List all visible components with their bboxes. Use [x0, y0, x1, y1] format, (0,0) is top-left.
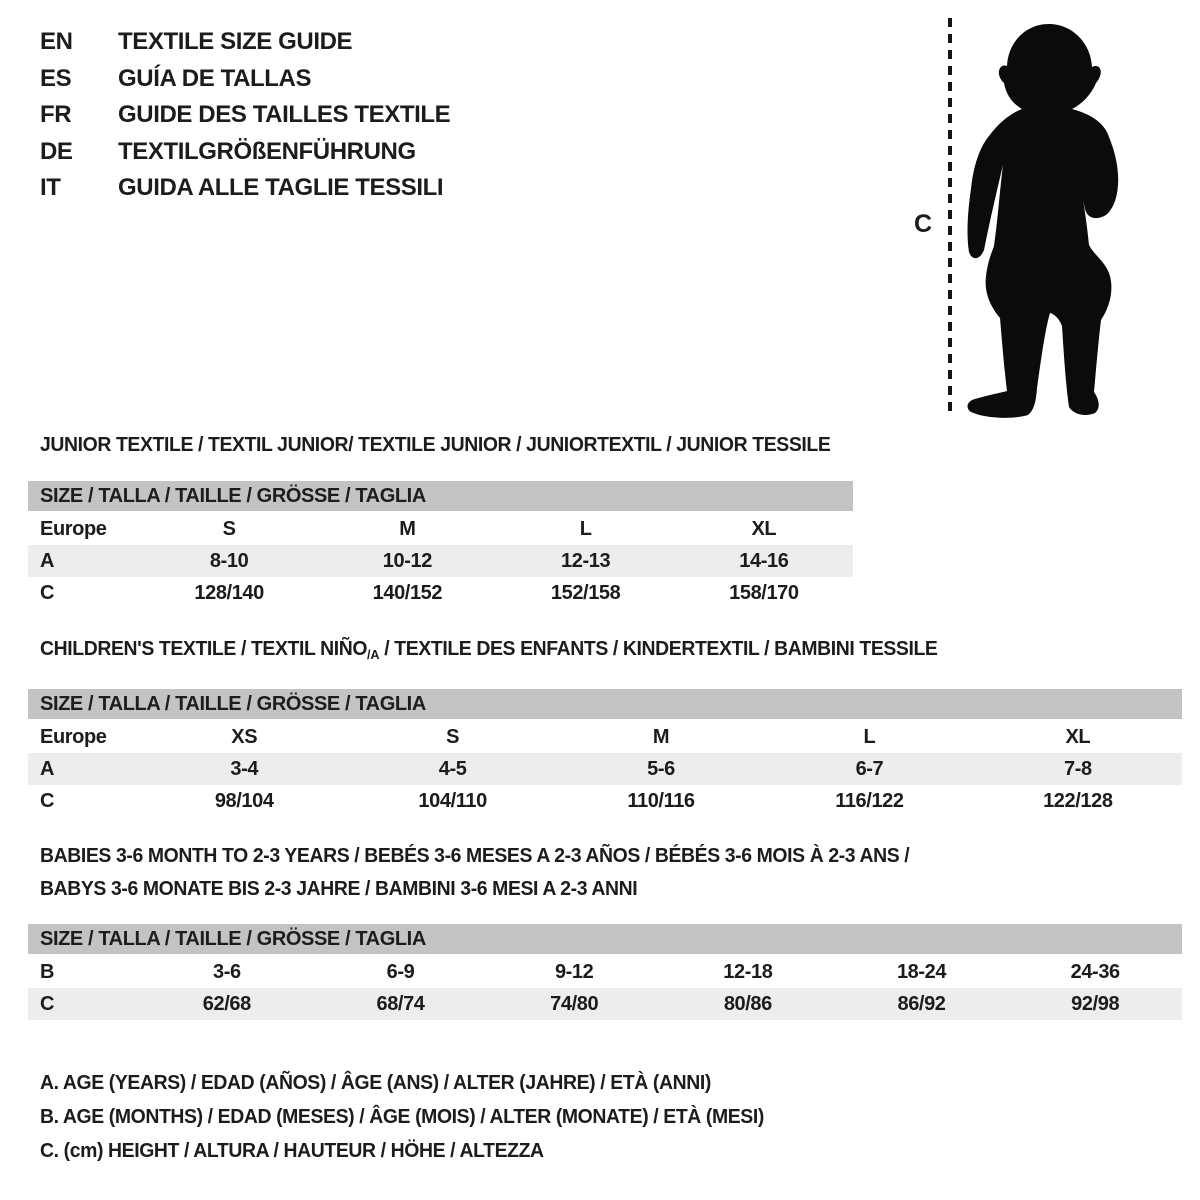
- value-cell: 6-7: [855, 757, 884, 780]
- value-cell: 80/86: [723, 992, 772, 1015]
- row-label: Europe: [40, 517, 107, 540]
- size-cell: XL: [1065, 725, 1091, 748]
- value-cell: 3-4: [230, 757, 259, 780]
- language-title-block: [40, 24, 450, 207]
- row-label: A: [40, 757, 55, 780]
- height-measure-label: C: [914, 210, 932, 238]
- size-cell: M: [652, 725, 670, 748]
- value-cell: 116/122: [835, 789, 904, 812]
- lang-code: ES: [40, 64, 72, 92]
- lang-title: GUÍA DE TALLAS: [118, 64, 312, 92]
- table-row-age: [28, 545, 853, 577]
- value-cell: 9-12: [554, 960, 594, 983]
- size-cell: L: [863, 725, 876, 748]
- lang-code: FR: [40, 101, 72, 128]
- value-cell: 158/170: [729, 581, 799, 604]
- row-label: Europe: [40, 725, 107, 748]
- lang-row-de: [40, 134, 450, 171]
- value-cell: 12-13: [561, 549, 611, 572]
- junior-size-table: [28, 481, 853, 609]
- value-cell: 128/140: [194, 581, 264, 604]
- children-title-subscript: /A: [367, 647, 380, 662]
- height-measure-dashed-line: [948, 18, 952, 418]
- lang-row-en: [40, 24, 450, 61]
- value-cell: 152/158: [550, 581, 621, 604]
- children-section-title: [40, 638, 937, 662]
- value-cell: 110/116: [627, 789, 695, 812]
- children-title-part2: / TEXTILE DES ENFANTS / KINDERTEXTIL / BAMBINI TESSILE: [379, 638, 938, 660]
- baby-silhouette-icon: [962, 10, 1144, 420]
- row-label: B: [40, 960, 55, 983]
- value-cell: 14-16: [739, 549, 789, 572]
- babies-section-title-line2: BABYS 3-6 MONATE BIS 2-3 JAHRE / BAMBINI 3-6 MESI A 2-3 ANNI: [40, 878, 638, 900]
- table-row-height: [28, 988, 1182, 1020]
- children-title-part1: CHILDREN'S TEXTILE / TEXTIL NIÑO: [40, 638, 368, 660]
- legend-line-b: B. AGE (MONTHS) / EDAD (MESES) / ÂGE (MOIS) / ALTER (MONATE) / ETÀ (MESI): [40, 1106, 764, 1128]
- lang-title: TEXTILE SIZE GUIDE: [118, 28, 353, 55]
- babies-section-title-line1: BABIES 3-6 MONTH TO 2-3 YEARS / BEBÉS 3-6 MESES A 2-3 AÑOS / BÉBÉS 3-6 MOIS À 2-3 ANS /: [40, 845, 910, 867]
- size-cell: XL: [751, 517, 777, 540]
- size-header-bar: SIZE / TALLA / TAILLE / GRÖSSE / TAGLIA: [28, 689, 1182, 719]
- lang-title: GUIDE DES TAILLES TEXTILE: [118, 101, 451, 128]
- table-row-sizes: [28, 721, 1182, 753]
- legend-block: [40, 1066, 786, 1168]
- row-label: C: [40, 992, 55, 1015]
- size-header-bar: SIZE / TALLA / TAILLE / GRÖSSE / TAGLIA: [28, 481, 853, 511]
- value-cell: 122/128: [1043, 789, 1113, 812]
- table-row-months: [28, 956, 1182, 988]
- table-row-height: [28, 577, 853, 609]
- value-cell: 62/68: [202, 992, 251, 1015]
- lang-row-it: [40, 170, 450, 207]
- value-cell: 12-18: [723, 960, 773, 983]
- table-row-sizes: [28, 513, 853, 545]
- size-cell: S: [222, 517, 236, 540]
- lang-code: IT: [40, 174, 61, 201]
- value-cell: 74/80: [550, 992, 599, 1015]
- value-cell: 8-10: [209, 549, 249, 572]
- legend-line-c: C. (cm) HEIGHT / ALTURA / HAUTEUR / HÖHE / ALTEZZA: [40, 1140, 544, 1162]
- value-cell: 6-9: [386, 960, 415, 983]
- value-cell: 4-5: [438, 757, 467, 780]
- size-cell: M: [399, 517, 416, 540]
- lang-code: EN: [40, 28, 73, 55]
- size-header-bar: SIZE / TALLA / TAILLE / GRÖSSE / TAGLIA: [28, 924, 1182, 954]
- table-row-age: [28, 753, 1182, 785]
- row-label: A: [40, 549, 55, 572]
- lang-title: TEXTILGRÖßENFÜHRUNG: [118, 137, 416, 165]
- value-cell: 3-6: [212, 960, 241, 983]
- value-cell: 68/74: [376, 992, 425, 1015]
- junior-section-title: JUNIOR TEXTILE / TEXTIL JUNIOR/ TEXTILE JUNIOR / JUNIORTEXTIL / JUNIOR TESSILE: [40, 434, 831, 456]
- lang-title: GUIDA ALLE TAGLIE TESSILI: [118, 174, 444, 201]
- size-cell: S: [446, 725, 460, 748]
- legend-line-a: A. AGE (YEARS) / EDAD (AÑOS) / ÂGE (ANS) / ALTER (JAHRE) / ETÀ (ANNI): [40, 1072, 711, 1094]
- value-cell: 92/98: [1071, 992, 1120, 1015]
- value-cell: 18-24: [896, 960, 947, 983]
- size-cell: L: [579, 517, 592, 540]
- value-cell: 5-6: [647, 757, 675, 780]
- lang-row-fr: [40, 97, 450, 134]
- size-cell: XS: [231, 725, 258, 748]
- value-cell: 10-12: [382, 549, 432, 572]
- value-cell: 24-36: [1070, 960, 1120, 983]
- value-cell: 104/110: [418, 789, 487, 812]
- children-size-table: [28, 689, 1182, 817]
- babies-size-table: [28, 924, 1182, 1020]
- value-cell: 98/104: [214, 789, 274, 812]
- lang-code: DE: [40, 137, 73, 165]
- table-row-height: [28, 785, 1182, 817]
- value-cell: 140/152: [372, 581, 443, 604]
- lang-row-es: [40, 61, 450, 98]
- row-label: C: [40, 581, 55, 604]
- value-cell: 86/92: [897, 992, 946, 1015]
- value-cell: 7-8: [1063, 757, 1092, 780]
- row-label: C: [40, 789, 55, 812]
